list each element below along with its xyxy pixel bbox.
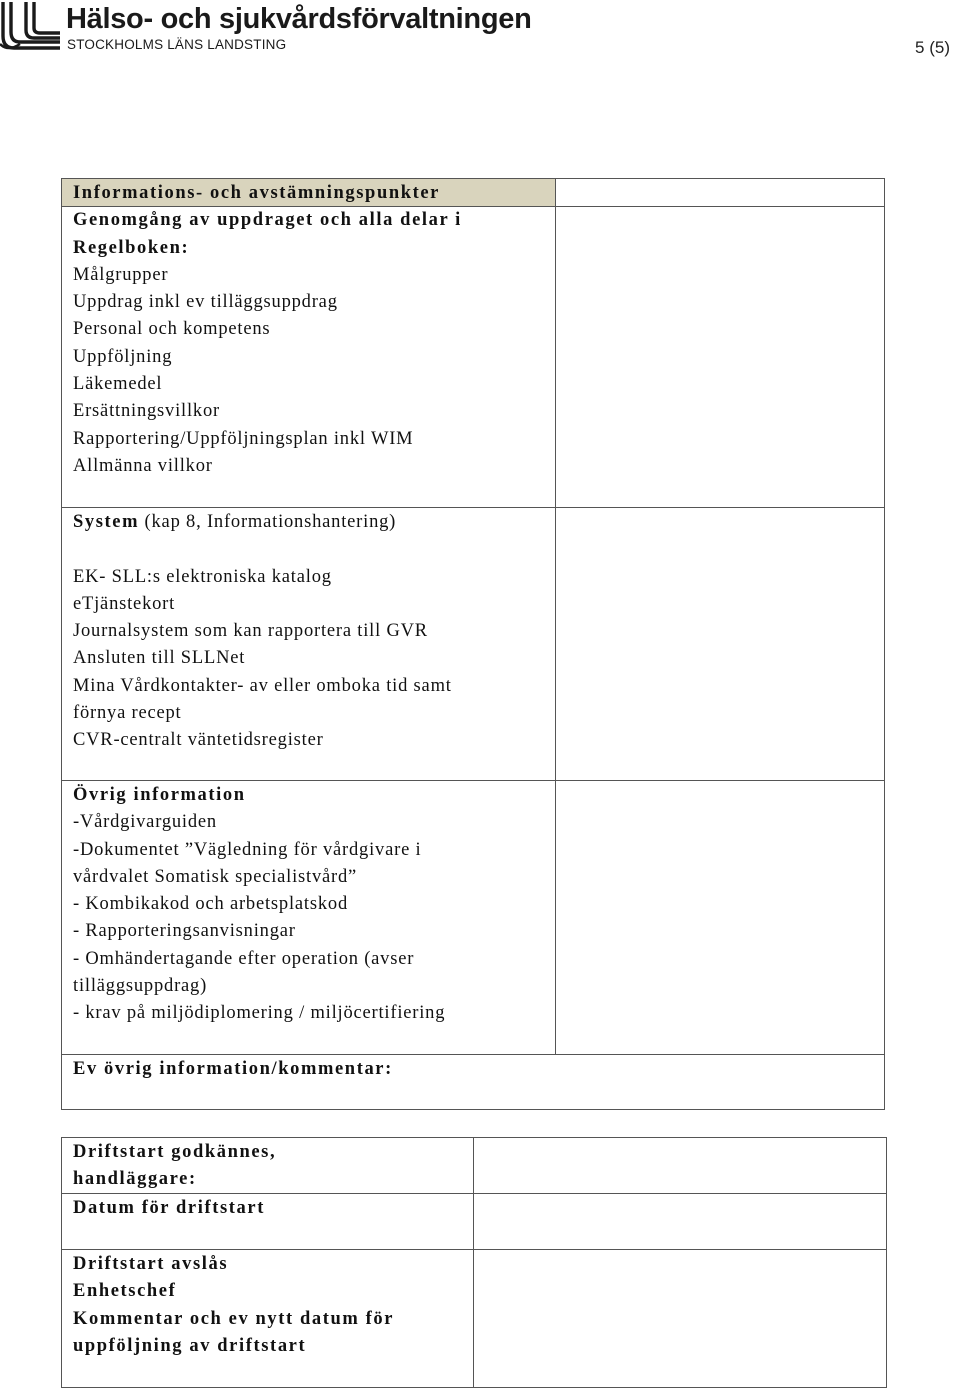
list-item: - Omhändertagande efter operation (avser (73, 948, 415, 969)
list-item: Ansluten till SLLNet (73, 648, 246, 669)
rejection-comment-field[interactable] (474, 1250, 886, 1387)
info-heading: Informations- och avstämningspunkter (73, 183, 440, 203)
other-info-response-field[interactable] (556, 781, 884, 1055)
list-item: - Rapporteringsanvisningar (73, 921, 296, 942)
system-cell (62, 508, 556, 781)
other-info-cell (62, 781, 556, 1055)
rejected-label-cell (62, 1250, 474, 1387)
start-date-field[interactable] (474, 1194, 886, 1250)
list-item: Mina Vårdkontakter- av eller omboka tid samt (73, 675, 452, 696)
system-response-field[interactable] (556, 508, 884, 781)
organization-subtitle: STOCKHOLMS LÄNS LANDSTING (67, 37, 287, 52)
list-item: Målgrupper (73, 264, 169, 285)
unit-manager-label: Enhetschef (73, 1281, 177, 1302)
list-item: EK- SLL:s elektroniska katalog (73, 566, 332, 587)
list-item: -Dokumentet ”Vägledning för vårdgivare i (73, 839, 422, 860)
system-heading-detail: (kap 8, Informationshantering) (139, 512, 397, 532)
list-item: Läkemedel (73, 374, 163, 395)
comment-cell[interactable] (62, 1055, 884, 1109)
approved-label-cell (62, 1138, 474, 1194)
list-item: -Vårdgivarguiden (73, 812, 217, 833)
comment-heading: Ev övrig information/kommentar: (73, 1059, 393, 1079)
handler-field[interactable] (474, 1138, 886, 1194)
checklist-table (61, 178, 885, 1110)
organization-name: Hälso- och sjukvårdsförvaltningen (66, 3, 532, 35)
list-item: vårdvalet Somatisk specialistvård” (73, 866, 358, 887)
approval-table (61, 1137, 887, 1388)
other-info-text (73, 782, 445, 1028)
list-item: Journalsystem som kan rapportera till GVR (73, 621, 428, 642)
list-item: - Kombikakod och arbetsplatskod (73, 894, 349, 915)
list-item: Ersättningsvillkor (73, 401, 220, 422)
info-cell (62, 179, 556, 508)
list-item: tilläggsuppdrag) (73, 976, 208, 997)
list-item: CVR-centralt väntetidsregister (73, 730, 324, 751)
info-text (73, 180, 462, 480)
date-label-cell (62, 1194, 474, 1250)
rejected-label: Driftstart avslås (73, 1254, 229, 1274)
info-subheading: Genomgång av uppdraget och alla delar i (73, 210, 462, 231)
list-item: Personal och kompetens (73, 319, 271, 340)
sll-logo-icon (0, 0, 62, 52)
list-item: Uppföljning (73, 346, 173, 367)
comment-new-date-label: Kommentar och ev nytt datum för (73, 1308, 395, 1329)
info-subheading: Regelboken: (73, 237, 190, 258)
system-text (73, 509, 452, 755)
other-info-heading: Övrig information (73, 785, 246, 805)
info-response-field[interactable] (556, 206, 884, 508)
list-item: Allmänna villkor (73, 455, 213, 476)
system-heading: System (73, 512, 140, 532)
list-item: - krav på miljödiplomering / miljöcertifiering (73, 1003, 446, 1024)
list-item: förnya recept (73, 703, 182, 724)
start-date-label: Datum för driftstart (73, 1198, 265, 1218)
approved-label: Driftstart godkännes, (73, 1142, 277, 1162)
list-item: Uppdrag inkl ev tilläggsuppdrag (73, 292, 338, 313)
list-item: Rapportering/Uppföljningsplan inkl WIM (73, 428, 414, 449)
page-number: 5 (5) (915, 38, 950, 57)
handler-label: handläggare: (73, 1169, 197, 1190)
list-item: eTjänstekort (73, 593, 176, 614)
info-header-right-cell (556, 179, 884, 207)
comment-new-date-label: uppföljning av driftstart (73, 1335, 307, 1356)
